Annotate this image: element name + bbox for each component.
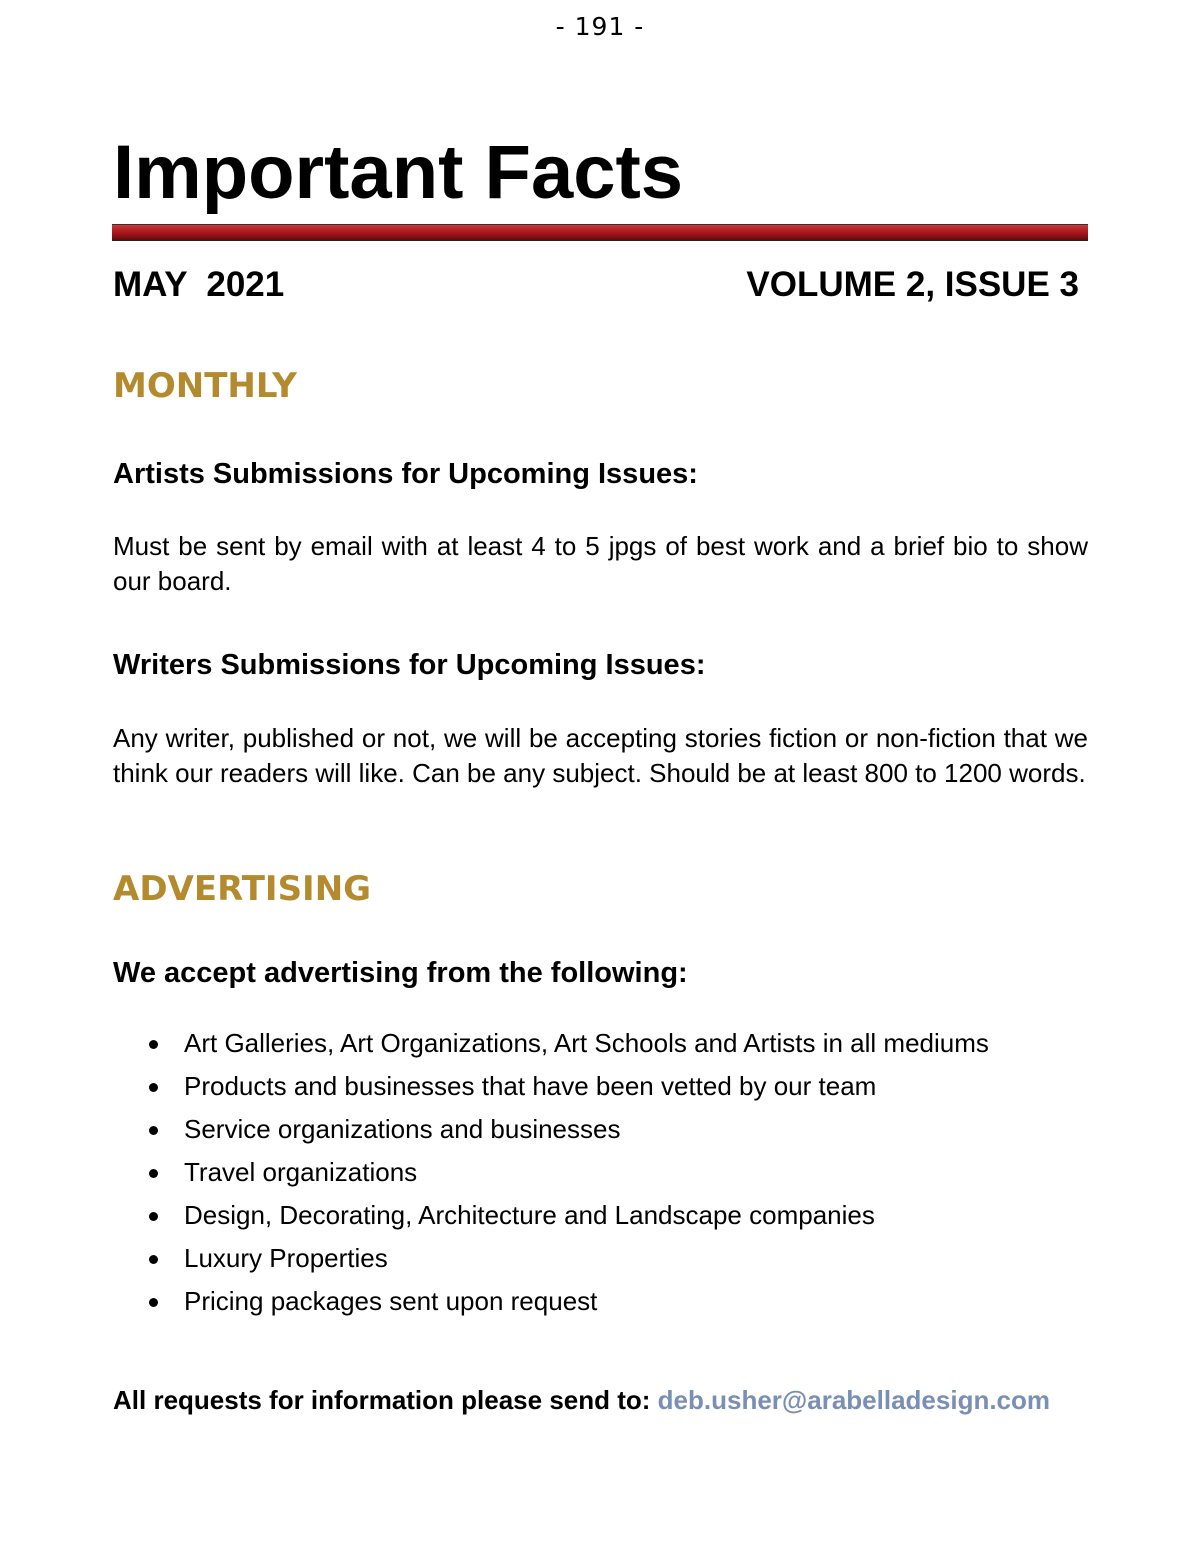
list-item <box>145 1198 989 1241</box>
advertising-section-heading: ADVERTISING <box>113 869 372 909</box>
list-item <box>145 1284 989 1327</box>
list-item <box>145 1069 989 1112</box>
list-item-text: Service organizations and businesses <box>184 1114 621 1144</box>
list-item <box>145 1155 989 1198</box>
bullet-icon <box>149 1255 158 1264</box>
list-item <box>145 1241 989 1284</box>
advertising-list <box>145 1026 989 1327</box>
list-item <box>145 1026 989 1069</box>
page-title: Important Facts <box>113 130 684 215</box>
bullet-icon <box>149 1169 158 1178</box>
advertising-subheading: We accept advertising from the following: <box>113 957 688 989</box>
list-item <box>145 1112 989 1155</box>
issue-volume: VOLUME 2, ISSUE 3 <box>746 265 1079 304</box>
bullet-icon <box>149 1040 158 1049</box>
bullet-icon <box>149 1212 158 1221</box>
monthly-section-heading: MONTHLY <box>113 366 297 406</box>
list-item-text: Products and businesses that have been vetted by our team <box>184 1071 877 1101</box>
writers-submissions-heading: Writers Submissions for Upcoming Issues: <box>113 649 706 681</box>
contact-line <box>113 1383 1050 1418</box>
list-item-text: Travel organizations <box>184 1157 418 1187</box>
issue-date: MAY 2021 <box>113 265 285 304</box>
bullet-icon <box>149 1298 158 1307</box>
bullet-icon <box>149 1083 158 1092</box>
writers-submissions-text: Any writer, published or not, we will be accepting stories fiction or non-fiction that we think our readers will like. Can be any subject. Should be at least 800 to 1200 words. <box>113 723 1088 788</box>
title-divider <box>112 224 1088 241</box>
list-item-text: Luxury Properties <box>184 1243 388 1273</box>
artists-submissions-text: Must be sent by email with at least 4 to 5 jpgs of best work and a brief bio to show our board. <box>113 531 1088 596</box>
contact-email-link[interactable]: deb.usher@arabelladesign.com <box>657 1385 1051 1415</box>
page-number: - 191 - <box>555 12 645 41</box>
list-item-text: Art Galleries, Art Organizations, Art Schools and Artists in all mediums <box>184 1028 989 1058</box>
list-item-text: Design, Decorating, Architecture and Landscape companies <box>184 1200 875 1230</box>
contact-label: All requests for information please send to: <box>113 1385 651 1415</box>
artists-submissions-heading: Artists Submissions for Upcoming Issues: <box>113 458 698 490</box>
list-item-text: Pricing packages sent upon request <box>184 1286 598 1316</box>
bullet-icon <box>149 1126 158 1135</box>
